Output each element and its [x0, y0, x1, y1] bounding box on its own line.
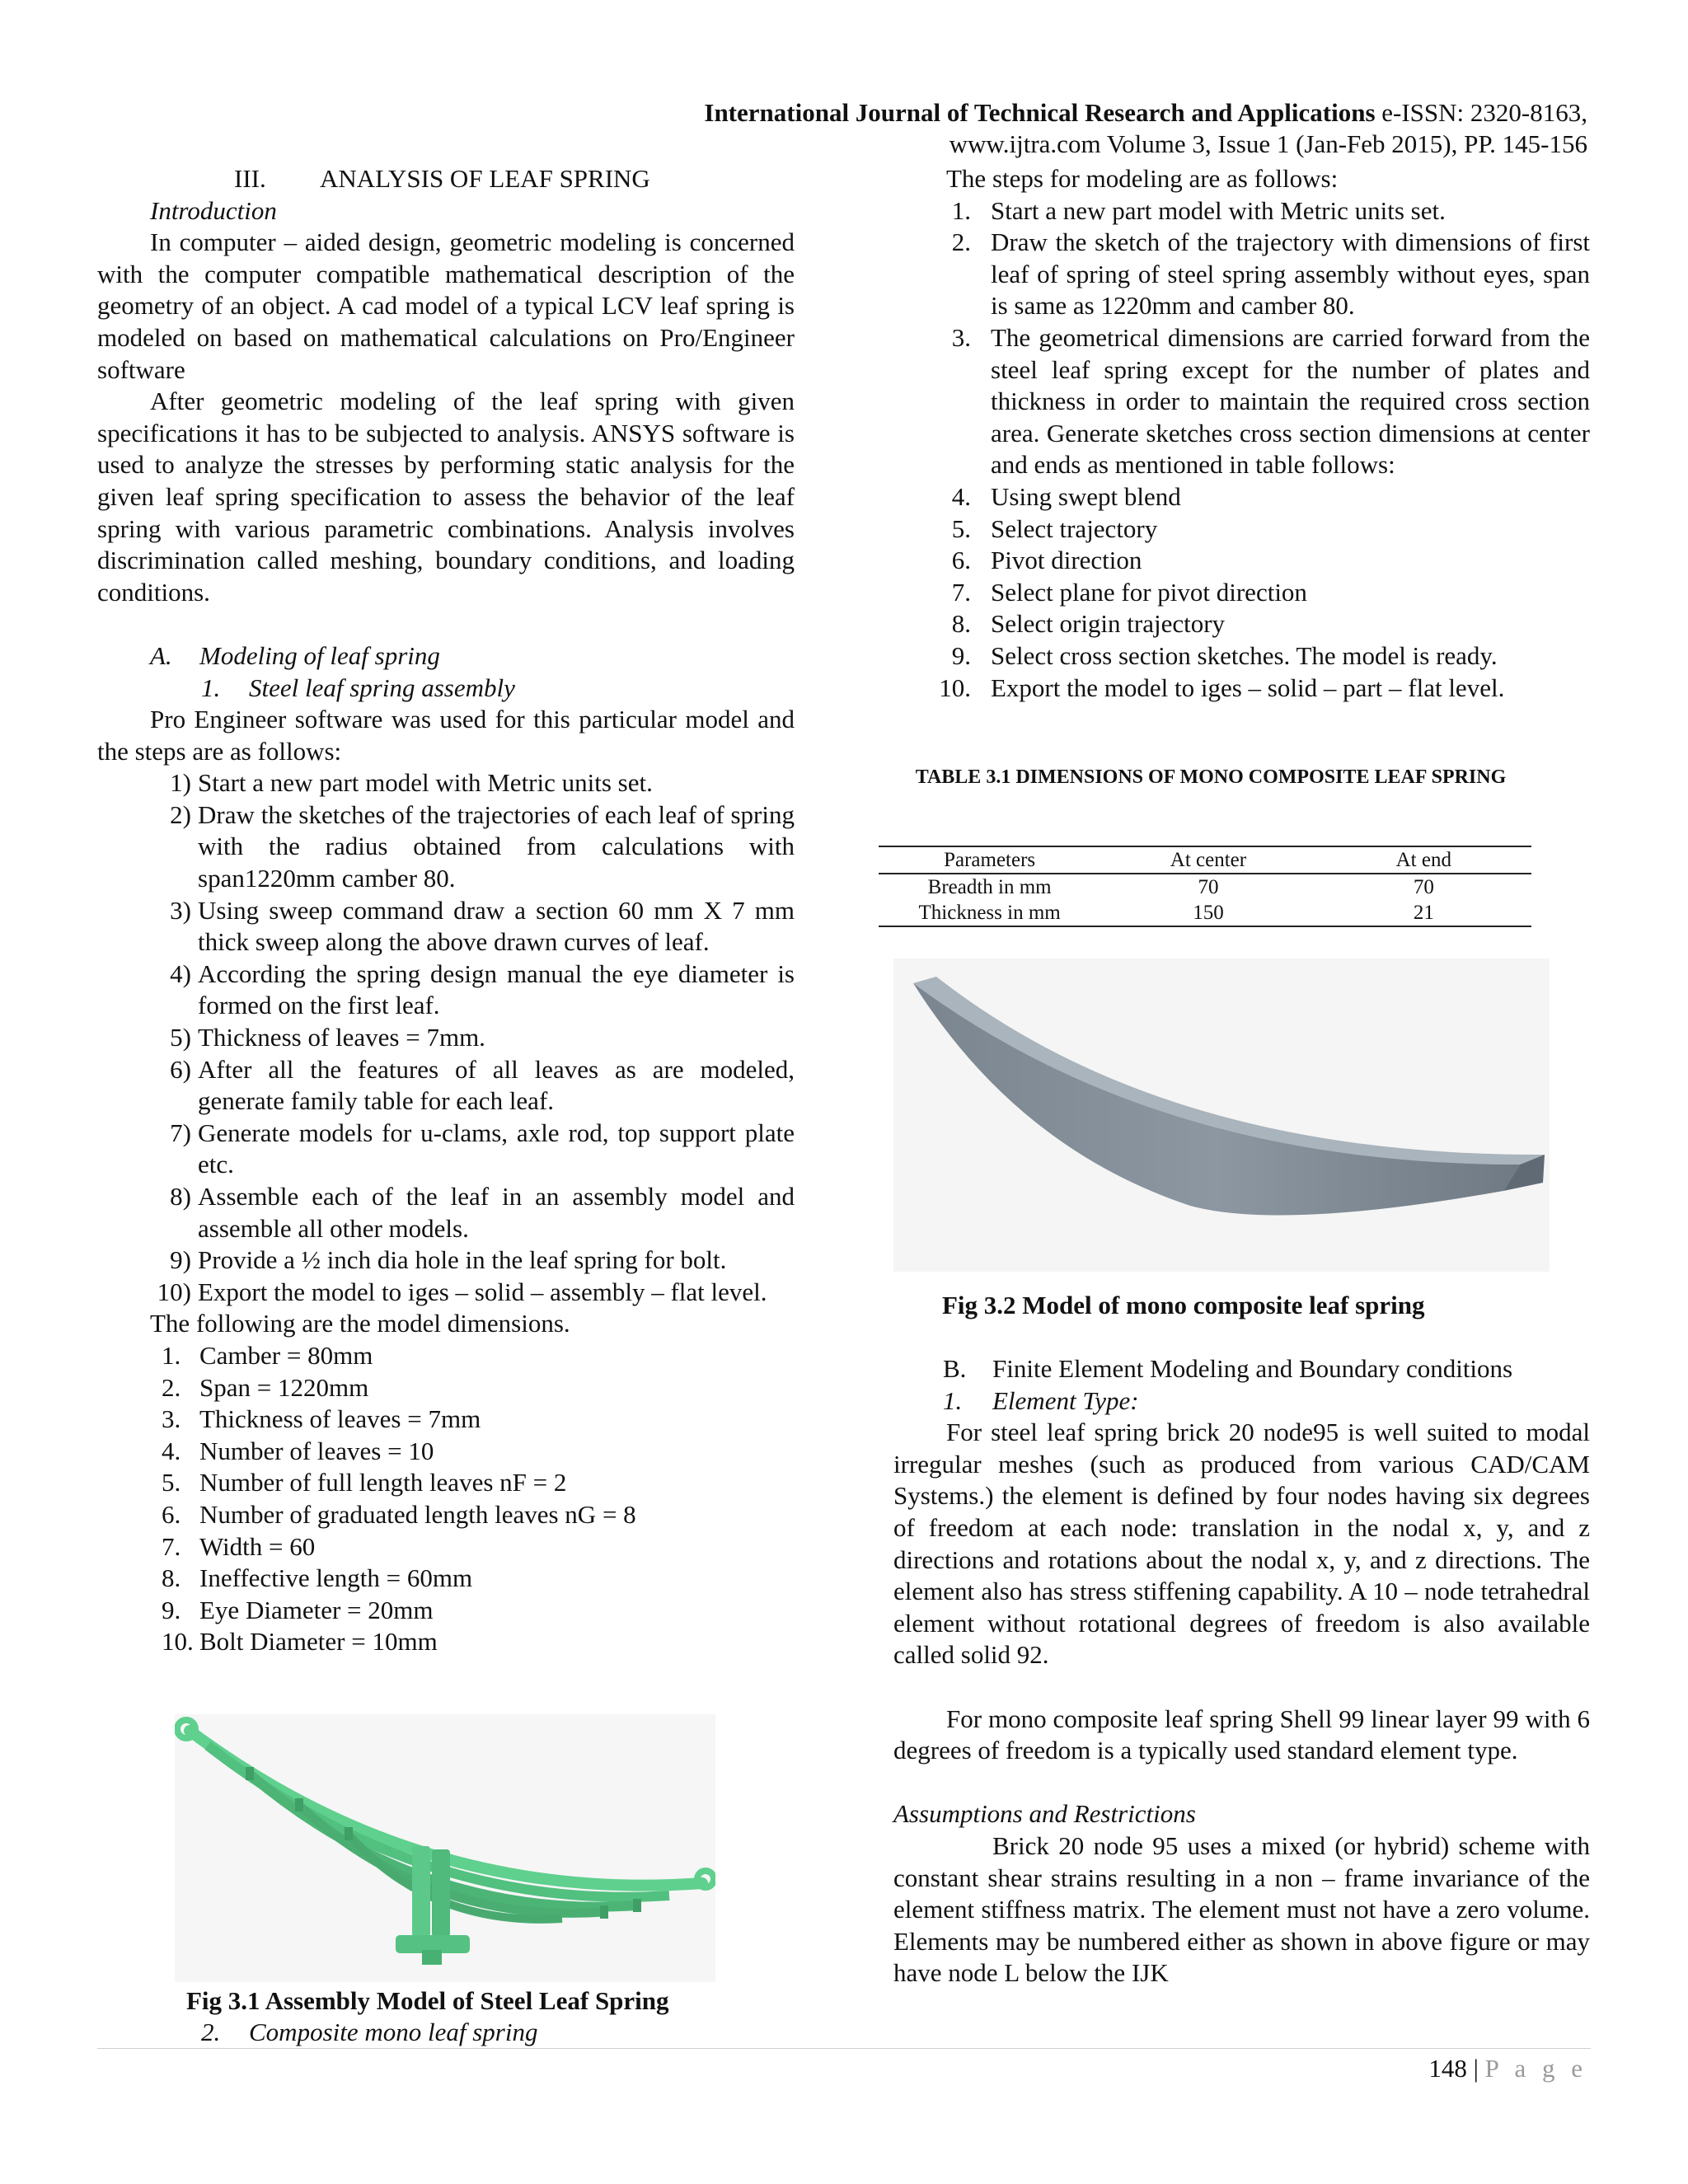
footer-separator: | [1473, 2054, 1479, 2083]
list-item: 6) After all the features of all leaves as are modeled, generate family table for each leaf. [170, 1054, 795, 1116]
assumptions-heading: Assumptions and Restrictions [893, 1799, 1196, 1829]
list-item: 7. Width = 60 [162, 1531, 316, 1561]
right-steps-intro: The steps for modeling are as follows: [946, 164, 1339, 193]
list-item: 2. Draw the sketch of the trajectory with dimensions of first leaf of spring of steel spring assembly without eyes, span is same as 1220mm and camber 80. [951, 227, 1590, 321]
section-number: III. [234, 164, 266, 193]
list-item: 8. Select origin trajectory [951, 609, 1226, 639]
list-item: 9. Eye Diameter = 20mm [162, 1595, 434, 1624]
subsection-2-title: Composite mono leaf spring [249, 2018, 538, 2046]
list-item: 4. Using swept blend [951, 481, 1181, 511]
journal-name: International Journal of Technical Research and Applications [704, 98, 1376, 127]
section-title: ANALYSIS OF LEAF SPRING [320, 164, 650, 193]
subsection-a-number: A. [150, 640, 172, 670]
page-header [0, 97, 1587, 160]
intro-paragraph-2: After geometric modeling of the leaf spring with given specifications it has to be subjected to analysis. ANSYS software is used to analyze the stresses by performing static analysis for the given leaf spring specification to assess the behavior of the leaf spring with various parametric combinations. Analysis involves discrimination called meshing, boundary conditions, and loading conditions. [97, 387, 795, 607]
subsection-2-heading [201, 2018, 537, 2047]
table-row [879, 874, 1531, 900]
left-column [97, 163, 795, 1658]
dimensions-list [97, 1340, 795, 1658]
subsection-1-title: Steel leaf spring assembly [249, 673, 515, 702]
table-cell: Breadth in mm [927, 876, 1052, 898]
list-item: 6. Number of graduated length leaves nG = 8 [162, 1499, 636, 1529]
subsection-1-number: 1. [201, 673, 221, 702]
table-cell: 21 [1413, 902, 1434, 924]
list-item: 3. The geometrical dimensions are carried forward from the steel leaf spring except for the number of plates and thickness in order to maintain the required cross section area. Generate sketches cross section dimensions at center and ends as mentioned in table follows: [951, 322, 1590, 480]
subsection-b-number: B. [943, 1354, 967, 1383]
list-item: 1. Camber = 80mm [162, 1340, 373, 1370]
subsection-a-heading [97, 640, 795, 673]
table-cell: 150 [1193, 902, 1224, 924]
list-item: 10. Export the model to iges – solid – part – flat level. [939, 673, 1505, 702]
table-header-cell: Parameters [944, 849, 1036, 871]
list-item: 5) Thickness of leaves = 7mm. [170, 1023, 485, 1052]
figure-steel-leaf-spring [175, 1714, 715, 1982]
dimensions-table [879, 846, 1531, 927]
table-3-1-title: TABLE 3.1 DIMENSIONS OF MONO COMPOSITE LEAF SPRING [915, 766, 1507, 788]
list-item: 7) Generate models for u-clams, axle rod, top support plate etc. [170, 1118, 795, 1179]
table-cell: 70 [1413, 876, 1434, 898]
subsection-b-title: Finite Element Modeling and Boundary conditions [992, 1354, 1513, 1383]
subsection-b-heading [893, 1353, 1590, 1385]
list-item: 1) Start a new part model with Metric units set. [170, 768, 653, 798]
subsection-2-number: 2. [201, 2018, 221, 2046]
list-item: 2. Span = 1220mm [162, 1372, 369, 1402]
list-item: 8. Ineffective length = 60mm [162, 1563, 473, 1593]
list-item: 9. Select cross section sketches. The model is ready. [951, 640, 1498, 670]
right-column-lower [893, 1353, 1590, 1990]
list-item: 4) According the spring design manual the eye diameter is formed on the first leaf. [170, 958, 795, 1020]
table-header-cell: At center [1170, 849, 1247, 871]
list-item: 3) Using sweep command draw a section 60 mm X 7 mm thick sweep along the above drawn curves of leaf. [170, 895, 795, 957]
header-line-2: www.ijtra.com Volume 3, Issue 1 (Jan-Feb 2015), PP. 145-156 [949, 129, 1587, 158]
table-header-row [879, 846, 1531, 874]
steel-intro-paragraph: Pro Engineer software was used for this particular model and the steps are as follows: [97, 705, 795, 766]
page-footer [1428, 2054, 1587, 2083]
list-item: 3. Thickness of leaves = 7mm [162, 1404, 481, 1434]
figure-3-1-caption: Fig 3.1 Assembly Model of Steel Leaf Spring [186, 1986, 669, 2015]
list-item: 5. Number of full length leaves nF = 2 [162, 1468, 567, 1497]
intro-paragraph-1: In computer – aided design, geometric modeling is concerned with the computer compatible mathematical description of the geometry of an object. A cad model of a typical LCV leaf spring is modeled on based on mathematical calculations on Pro/Engineer software [97, 227, 795, 384]
figure-composite-leaf-spring [893, 958, 1550, 1272]
assumptions-paragraph: Brick 20 node 95 uses a mixed (or hybrid) scheme with constant shear strains resulting in a non – frame invariance of the element stiffness matrix. The element must not have a zero volume. Elements may be numbered either as shown in above figure or may have node L below the IJK [893, 1830, 1590, 1988]
right-column [893, 163, 1590, 704]
steel-leaf-spring-image [175, 1714, 715, 1982]
section-heading [97, 163, 795, 195]
dims-intro: The following are the model dimensions. [150, 1309, 570, 1338]
intro-heading: Introduction [150, 195, 277, 225]
footer-divider [97, 2048, 1591, 2049]
table-cell: 70 [1198, 876, 1219, 898]
list-item: 2) Draw the sketches of the trajectories of each leaf of spring with the radius obtained from calculations with span1220mm camber 80. [170, 799, 795, 893]
header-line-1 [0, 97, 1587, 129]
table-header-cell: At end [1395, 849, 1451, 871]
steel-steps-list [97, 767, 795, 1308]
element-type-paragraph: For steel leaf spring brick 20 node95 is well suited to modal irregular meshes (such as produced from various CAD/CAM Systems.) the element is defined by four nodes having six degrees of freedom at each node: translation in the nodal x, y, and z directions and rotations about the nodal x, y, and z directions. The element also has stress stiffening capability. A 10 – node tetrahedral element without rotational degrees of freedom is also available called solid 92. [893, 1418, 1590, 1670]
list-item: 9) Provide a ½ inch dia hole in the leaf spring for bolt. [170, 1245, 727, 1275]
list-item: 6. Pivot direction [951, 546, 1142, 575]
page-number: 148 [1428, 2054, 1467, 2083]
journal-issn: e-ISSN: 2320-8163, [1381, 98, 1587, 127]
composite-leaf-spring-image [893, 958, 1550, 1272]
subsection-a-title: Modeling of leaf spring [199, 640, 440, 670]
list-item: 10. Bolt Diameter = 10mm [162, 1627, 438, 1657]
subsection-1-heading [97, 673, 795, 705]
element-type-heading [893, 1385, 1590, 1418]
page-label: P a g e [1484, 2054, 1587, 2083]
composite-steps-list [893, 195, 1590, 705]
list-item: 1. Start a new part model with Metric units set. [951, 195, 1446, 225]
figure-3-2-caption: Fig 3.2 Model of mono composite leaf spring [942, 1291, 1425, 1319]
shell-paragraph: For mono composite leaf spring Shell 99 linear layer 99 with 6 degrees of freedom is a typically used standard element type. [893, 1704, 1590, 1765]
list-item: 7. Select plane for pivot direction [951, 577, 1307, 607]
element-type-title: Element Type: [992, 1385, 1139, 1415]
list-item: 8) Assemble each of the leaf in an assembly model and assemble all other models. [170, 1182, 795, 1243]
list-item: 10) Export the model to iges – solid – assembly – flat level. [157, 1277, 767, 1306]
element-type-number: 1. [943, 1385, 963, 1415]
table-row [879, 900, 1531, 926]
list-item: 4. Number of leaves = 10 [162, 1436, 434, 1465]
table-cell: Thickness in mm [918, 902, 1061, 924]
list-item: 5. Select trajectory [951, 513, 1158, 543]
